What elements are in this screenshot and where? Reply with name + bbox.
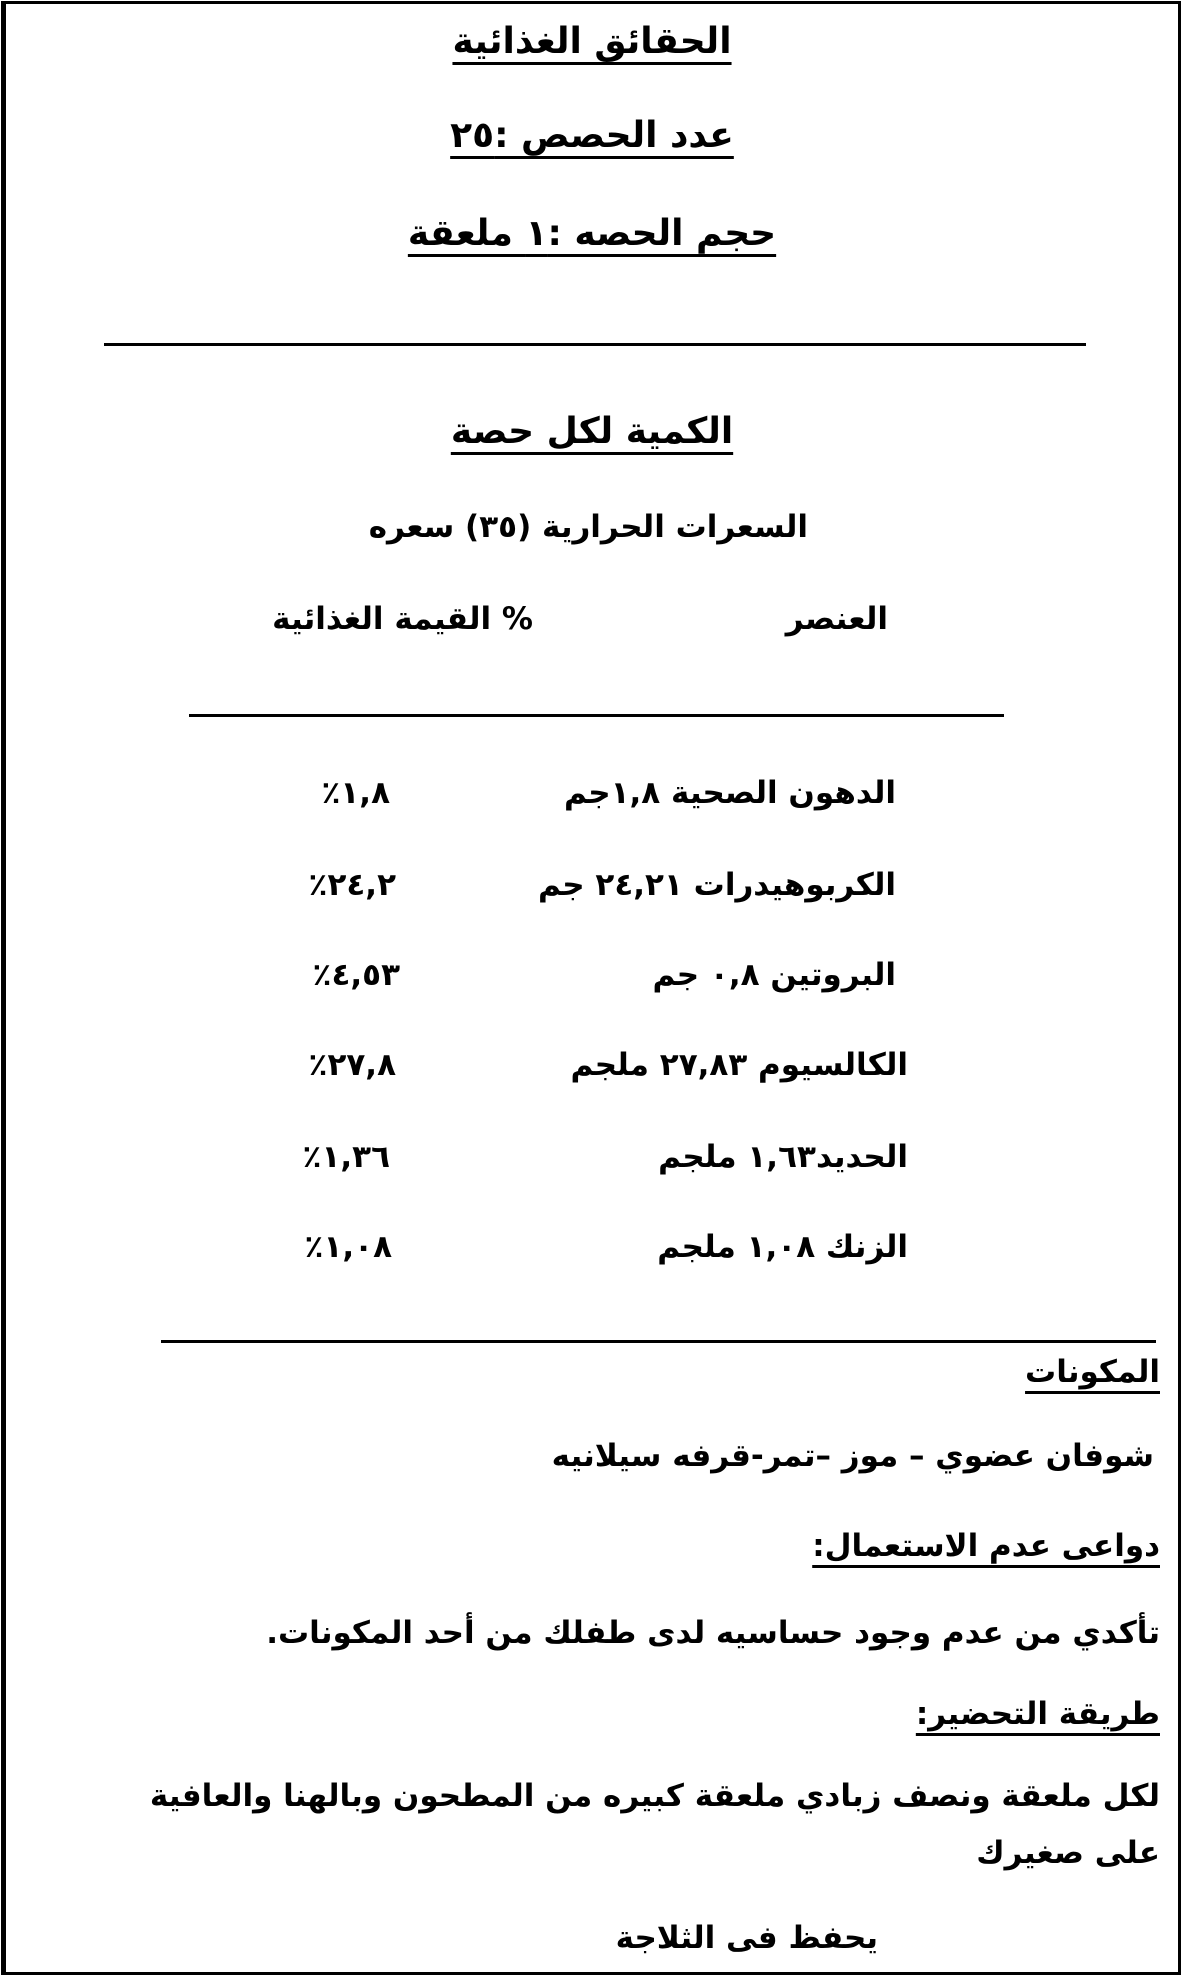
header-divider (104, 343, 1086, 346)
nutrient-daily-value: ٢٤,٢٪ (308, 867, 396, 903)
storage-note: يحفظ فى الثلاجة (615, 1920, 878, 1956)
nutrient-element: الكربوهيدرات ٢٤,٢١ جم (537, 867, 896, 903)
serving-size: حجم الحصه :١ ملعقة (407, 213, 777, 254)
nutrient-daily-value: ٤,٥٣٪ (312, 957, 400, 993)
nutrient-daily-value: ١,٠٨٪ (304, 1229, 392, 1265)
nutrient-element: الزنك ١,٠٨ ملجم (657, 1229, 908, 1265)
servings-count: عدد الحصص :٢٥ (450, 115, 734, 156)
nutrient-daily-value: ١,٨٪ (321, 775, 390, 811)
nutrient-element: البروتين ٠,٨ جم (652, 957, 896, 993)
column-header-element: العنصر (785, 601, 888, 637)
preparation-text-line1: لكل ملعقة ونصف زبادي ملعقة كبيره من المطحون وبالهنا والعافية (149, 1778, 1160, 1814)
nutrient-element: الكالسيوم ٢٧,٨٣ ملجم (570, 1047, 908, 1083)
calories-line: السعرات الحرارية (٣٥) سعره (368, 509, 808, 545)
title: الحقائق الغذائية (452, 21, 732, 62)
nutrient-element: الدهون الصحية ١,٨جم (563, 775, 896, 811)
preparation-text-line2: على صغيرك (976, 1835, 1160, 1871)
section-divider (161, 1340, 1156, 1343)
contraindications-heading: دواعى عدم الاستعمال: (812, 1528, 1160, 1564)
nutrient-daily-value: ٢٧,٨٪ (308, 1047, 396, 1083)
nutrition-facts-page (1, 1, 1181, 1975)
per-serving-heading: الكمية لكل حصة (450, 411, 734, 452)
contraindications-text: تأكدي من عدم وجود حساسيه لدى طفلك من أحد المكونات. (266, 1615, 1160, 1651)
column-header-daily-value: % القيمة الغذائية (272, 601, 533, 637)
ingredients-text: شوفان عضوي – موز –تمر-قرفه سيلانيه (551, 1438, 1154, 1474)
nutrient-daily-value: ١,٣٦٪ (302, 1139, 390, 1175)
preparation-heading: طريقة التحضير: (915, 1696, 1160, 1732)
table-divider (189, 714, 1004, 717)
nutrient-element: الحديد١,٦٣ ملجم (658, 1139, 908, 1175)
ingredients-heading: المكونات (1025, 1354, 1160, 1390)
